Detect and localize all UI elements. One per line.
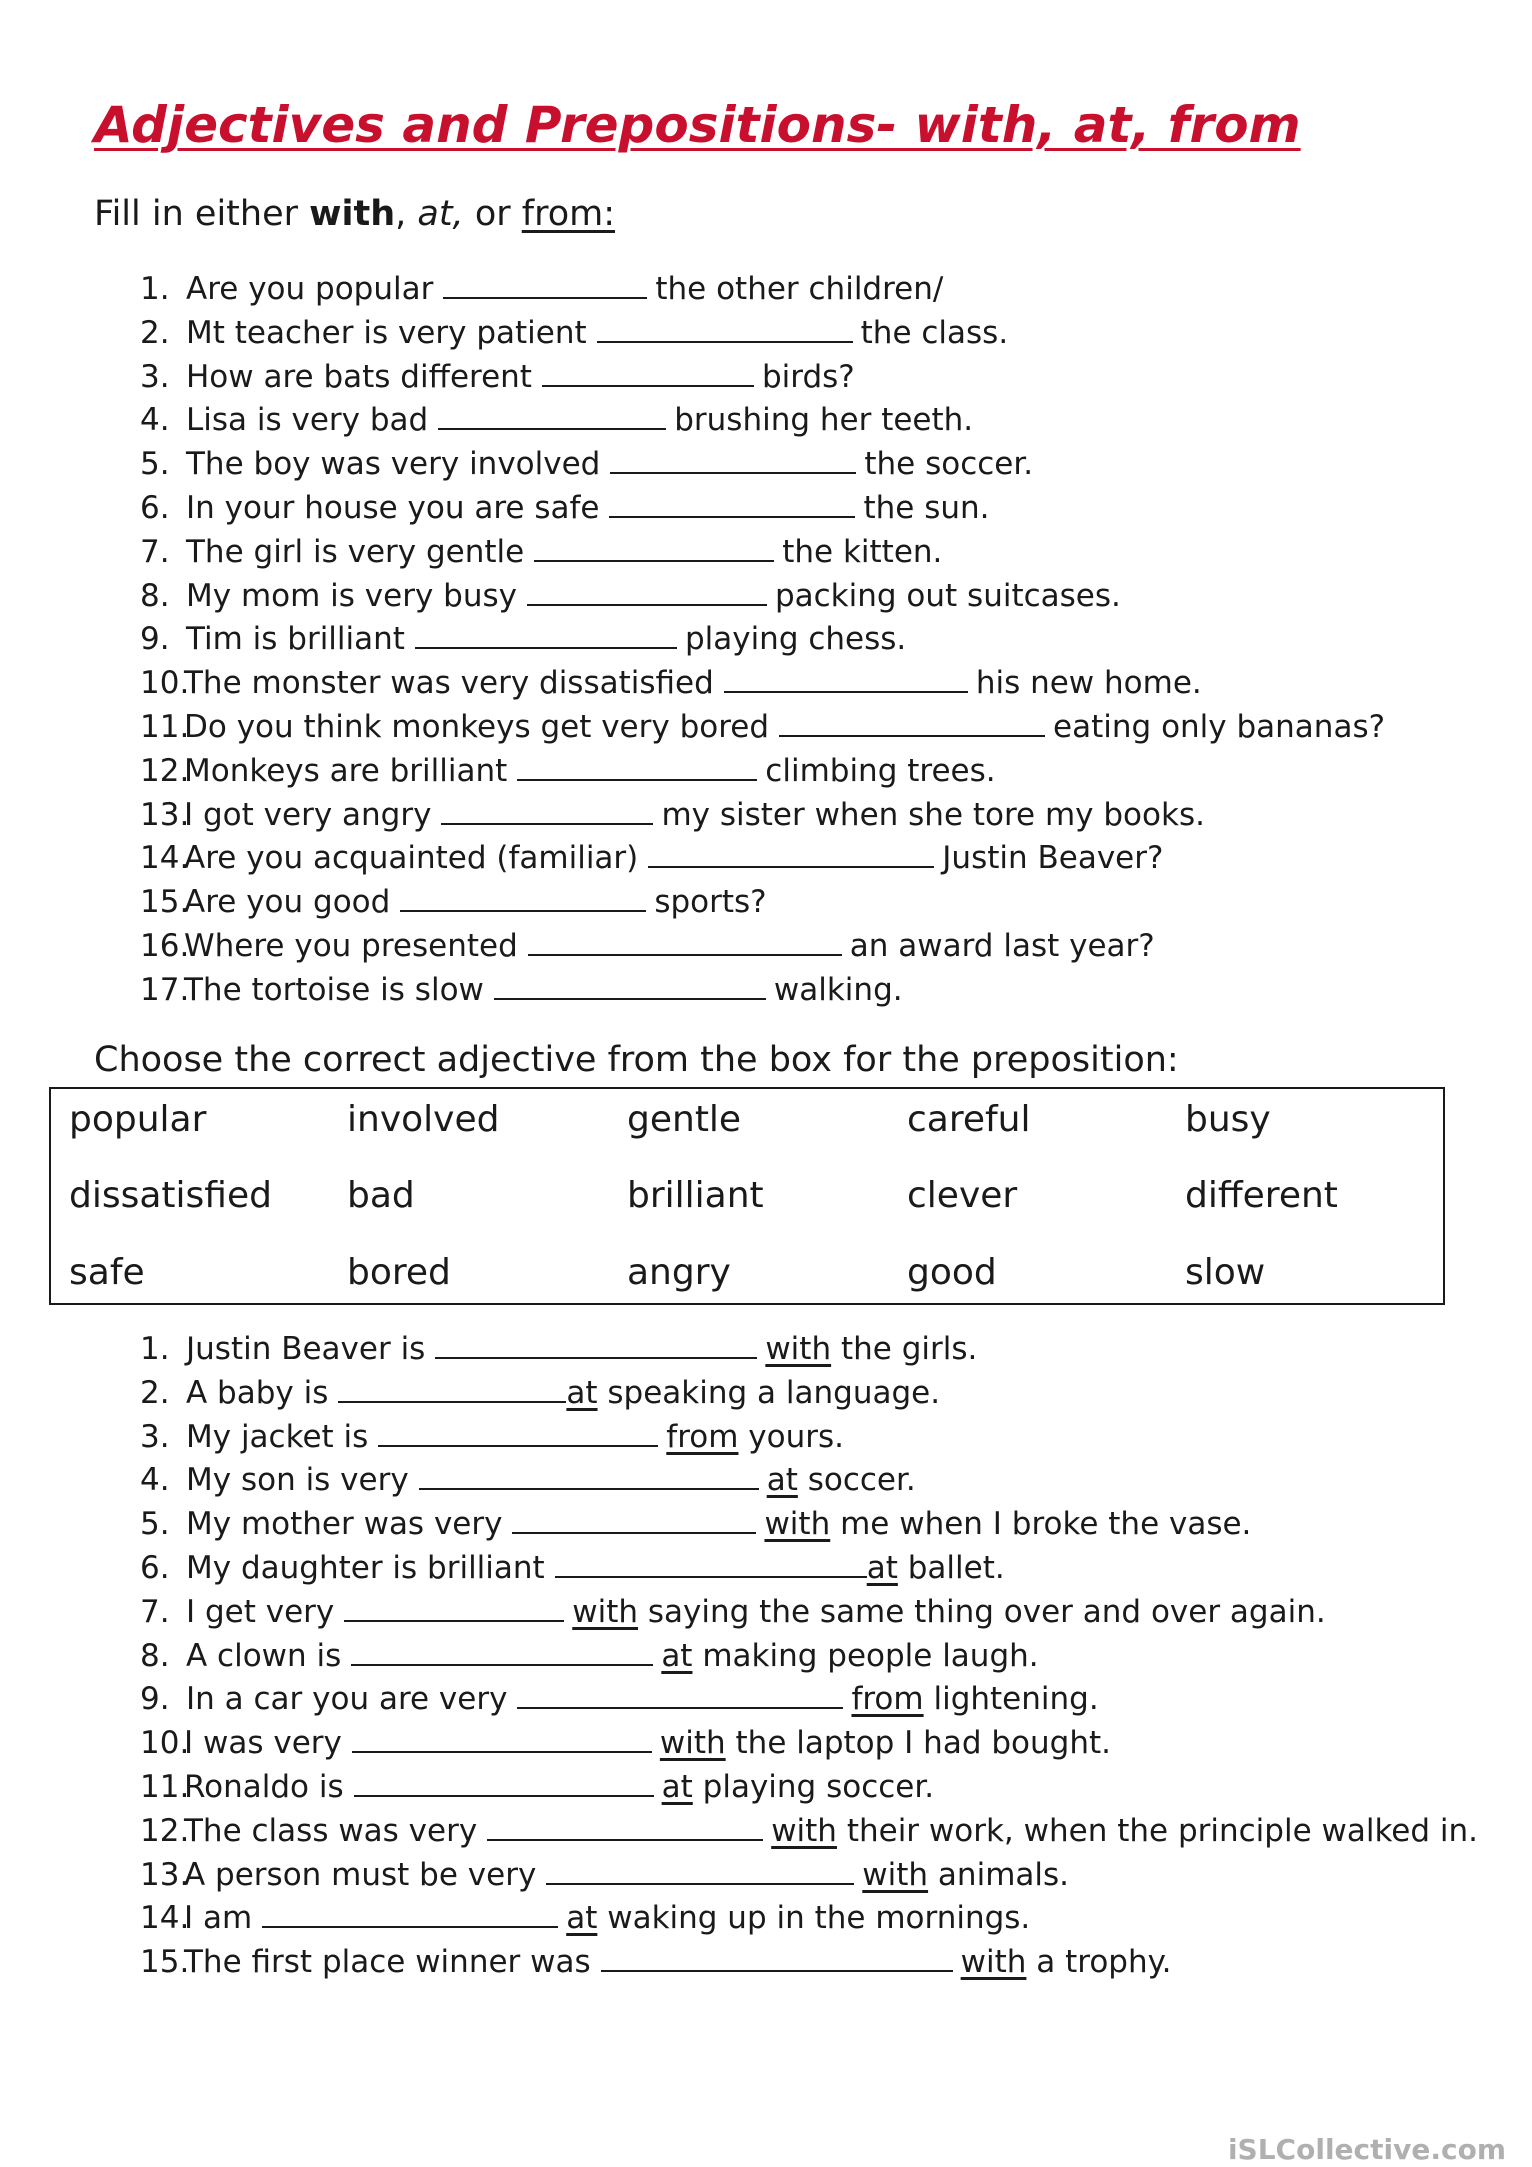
item-text xyxy=(186,487,990,531)
answer-blank[interactable] xyxy=(517,1679,843,1709)
item-before: Lisa is very bad xyxy=(186,402,429,439)
item-text xyxy=(184,969,903,1013)
answer-blank[interactable] xyxy=(542,357,754,387)
answer-blank[interactable] xyxy=(419,1460,759,1490)
answer-blank[interactable] xyxy=(415,619,677,649)
item-after: the sun. xyxy=(863,489,990,526)
answer-blank[interactable] xyxy=(597,313,853,343)
answer-blank[interactable] xyxy=(443,269,647,299)
item-text xyxy=(184,1941,1171,1985)
word-box-item: safe xyxy=(69,1252,145,1293)
item-after: birds? xyxy=(761,358,855,395)
word-box-item: clever xyxy=(907,1175,1018,1216)
item-after: eating only bananas? xyxy=(1053,708,1386,745)
item-preposition: at xyxy=(866,1549,898,1586)
item-text xyxy=(184,750,996,794)
instruction-from: from: xyxy=(521,194,615,234)
answer-blank[interactable] xyxy=(354,1767,654,1797)
item-before: My mother was very xyxy=(186,1506,503,1543)
item-number: 8. xyxy=(140,1637,170,1674)
item-text xyxy=(186,1678,1099,1722)
item-before: The girl is very gentle xyxy=(186,533,525,570)
item-before: Where you presented xyxy=(184,927,518,964)
item-after: an award last year? xyxy=(849,927,1155,964)
instruction-sep: , xyxy=(395,194,418,234)
item-text xyxy=(186,443,1033,487)
word-box-item: different xyxy=(1185,1175,1338,1216)
item-preposition: at xyxy=(566,1900,598,1937)
answer-blank[interactable] xyxy=(487,1811,763,1841)
watermark-footer: iSLCollective.com xyxy=(1227,2133,1506,2166)
item-before: Ronaldo is xyxy=(184,1768,344,1805)
item-before: The first place winner was xyxy=(184,1944,591,1981)
item-number: 9. xyxy=(140,1681,170,1718)
word-box-item: bored xyxy=(347,1252,451,1293)
item-before: Mt teacher is very patient xyxy=(186,314,587,351)
item-text xyxy=(184,794,1205,838)
item-after: yours. xyxy=(738,1418,845,1455)
item-number: 10. xyxy=(140,1725,190,1762)
word-box-item: angry xyxy=(627,1252,731,1293)
item-text xyxy=(184,1722,1111,1766)
item-before: Do you think monkeys get very bored xyxy=(184,708,770,745)
item-before: In your house you are safe xyxy=(186,489,600,526)
item-text xyxy=(184,925,1155,969)
item-preposition: at xyxy=(766,1462,798,1499)
item-after: walking. xyxy=(773,971,903,1008)
item-before: I was very xyxy=(184,1725,342,1762)
item-text xyxy=(184,837,1163,881)
item-preposition: with xyxy=(765,1331,832,1367)
item-after: making people laugh. xyxy=(692,1637,1039,1674)
item-number: 4. xyxy=(140,1462,170,1499)
item-after: their work, when the principle walked in. xyxy=(836,1812,1479,1849)
item-number: 13. xyxy=(140,1856,190,1893)
item-before: Tim is brilliant xyxy=(186,621,405,658)
item-number: 5. xyxy=(140,1506,170,1543)
item-number: 15. xyxy=(140,884,190,921)
answer-blank[interactable] xyxy=(435,1329,757,1359)
answer-blank[interactable] xyxy=(546,1855,854,1885)
item-before: In a car you are very xyxy=(186,1681,508,1718)
item-after: lightening. xyxy=(923,1681,1099,1718)
item-number: 9. xyxy=(140,621,170,658)
word-box-item: brilliant xyxy=(627,1175,764,1216)
item-preposition: from xyxy=(851,1681,924,1718)
answer-blank[interactable] xyxy=(400,882,646,912)
item-before: The tortoise is slow xyxy=(184,971,484,1008)
item-before: The class was very xyxy=(184,1812,478,1849)
instruction-with: with xyxy=(309,194,396,234)
item-preposition: at xyxy=(661,1637,693,1674)
item-before: Are you acquainted (familiar) xyxy=(184,840,639,877)
answer-blank[interactable] xyxy=(338,1373,566,1403)
item-text xyxy=(184,1810,1478,1854)
item-preposition: at xyxy=(661,1768,693,1805)
item-number: 4. xyxy=(140,402,170,439)
word-box-item: dissatisfied xyxy=(69,1175,272,1216)
item-number: 6. xyxy=(140,1549,170,1586)
item-after: Justin Beaver? xyxy=(942,840,1164,877)
item-after: my sister when she tore my books. xyxy=(661,796,1205,833)
answer-blank[interactable] xyxy=(534,532,774,562)
item-text xyxy=(186,1635,1039,1679)
item-after: soccer. xyxy=(797,1462,916,1499)
answer-blank[interactable] xyxy=(517,751,757,781)
item-after: packing out suitcases. xyxy=(774,577,1121,614)
item-number: 13. xyxy=(140,796,190,833)
item-text xyxy=(186,531,942,575)
item-number: 12. xyxy=(140,1812,190,1849)
item-after: the laptop I had bought. xyxy=(725,1725,1111,1762)
answer-blank[interactable] xyxy=(441,795,653,825)
item-text xyxy=(186,1416,844,1460)
item-preposition: with xyxy=(771,1812,837,1849)
item-after: the kitten. xyxy=(782,533,943,570)
answer-blank[interactable] xyxy=(601,1942,953,1972)
item-text xyxy=(186,1547,1005,1591)
answer-blank[interactable] xyxy=(779,707,1045,737)
item-after: animals. xyxy=(928,1856,1070,1893)
section2-instruction: Choose the correct adjective from the box for the preposition: xyxy=(94,1040,1179,1080)
item-before: A person must be very xyxy=(184,1856,537,1893)
instruction-at: at, xyxy=(417,194,464,234)
item-number: 14. xyxy=(140,840,190,877)
item-number: 2. xyxy=(140,314,170,351)
item-text xyxy=(184,1766,934,1810)
answer-blank[interactable] xyxy=(352,1723,652,1753)
instruction-text: Fill in either xyxy=(94,194,310,234)
item-text xyxy=(186,1372,940,1416)
word-box-item: good xyxy=(907,1252,997,1293)
item-preposition: at xyxy=(566,1374,598,1411)
item-before: The monster was very dissatisfied xyxy=(184,665,714,702)
item-number: 1. xyxy=(140,1331,170,1367)
item-number: 3. xyxy=(140,358,170,395)
item-before: Are you good xyxy=(184,884,391,921)
answer-blank[interactable] xyxy=(527,576,767,606)
item-text xyxy=(186,618,906,662)
item-text xyxy=(184,881,767,925)
instruction-or: or xyxy=(463,194,522,234)
item-before: My jacket is xyxy=(186,1418,369,1455)
item-preposition: with xyxy=(572,1593,639,1630)
answer-blank[interactable] xyxy=(648,838,934,868)
word-box-item: careful xyxy=(907,1099,1031,1140)
answer-blank[interactable] xyxy=(609,488,855,518)
item-before: My son is very xyxy=(186,1462,409,1499)
item-preposition: with xyxy=(659,1725,726,1762)
worksheet-title: Adjectives and Prepositions- with, at, from xyxy=(94,96,1301,154)
item-before: How are bats different xyxy=(186,358,532,395)
answer-blank[interactable] xyxy=(610,444,856,474)
item-after: climbing trees. xyxy=(765,752,996,789)
item-after: the class. xyxy=(860,314,1009,351)
answer-blank[interactable] xyxy=(378,1417,658,1447)
answer-blank[interactable] xyxy=(555,1548,867,1578)
word-box-item: bad xyxy=(347,1175,415,1216)
item-before: A clown is xyxy=(186,1637,342,1674)
item-after: his new home. xyxy=(975,665,1202,702)
answer-blank[interactable] xyxy=(438,400,666,430)
item-after: ballet. xyxy=(897,1549,1005,1586)
item-text xyxy=(186,1459,916,1503)
item-number: 12. xyxy=(140,752,190,789)
item-after: the girls. xyxy=(831,1331,978,1367)
answer-blank[interactable] xyxy=(344,1592,564,1622)
item-after: a trophy. xyxy=(1026,1944,1172,1981)
item-number: 10. xyxy=(140,665,190,702)
item-number: 14. xyxy=(140,1900,190,1937)
item-number: 3. xyxy=(140,1418,170,1455)
item-preposition: with xyxy=(960,1944,1027,1981)
word-box-item: involved xyxy=(347,1099,500,1140)
item-before: I got very angry xyxy=(184,796,432,833)
item-text xyxy=(186,312,1008,356)
item-before: My mom is very busy xyxy=(186,577,517,614)
item-number: 7. xyxy=(140,1593,170,1630)
answer-blank[interactable] xyxy=(512,1504,756,1534)
item-text xyxy=(186,399,973,443)
answer-blank[interactable] xyxy=(528,926,842,956)
item-after: sports? xyxy=(654,884,767,921)
word-box-item: gentle xyxy=(627,1099,742,1140)
item-after: the soccer. xyxy=(864,446,1034,483)
answer-blank[interactable] xyxy=(724,663,968,693)
item-number: 1. xyxy=(140,271,170,307)
item-number: 8. xyxy=(140,577,170,614)
word-box-item: popular xyxy=(69,1099,207,1140)
item-number: 5. xyxy=(140,446,170,483)
item-number: 17. xyxy=(140,971,190,1008)
item-number: 15. xyxy=(140,1944,190,1981)
section1-instruction xyxy=(94,194,615,234)
item-after: playing soccer. xyxy=(692,1768,935,1805)
item-after: speaking a language. xyxy=(597,1374,941,1411)
item-number: 16. xyxy=(140,927,190,964)
item-after: the other children/ xyxy=(655,271,944,307)
item-preposition: with xyxy=(764,1506,831,1543)
item-number: 6. xyxy=(140,489,170,526)
item-before: I am xyxy=(184,1900,253,1937)
item-preposition: with xyxy=(862,1856,929,1893)
item-before: My daughter is brilliant xyxy=(186,1549,545,1586)
item-text xyxy=(186,1591,1326,1635)
item-before: The boy was very involved xyxy=(186,446,601,483)
item-after: brushing her teeth. xyxy=(674,402,974,439)
item-text xyxy=(186,575,1121,619)
item-text xyxy=(184,1897,1030,1941)
item-after: saying the same thing over and over again. xyxy=(638,1593,1326,1630)
answer-blank[interactable] xyxy=(494,970,766,1000)
item-text xyxy=(184,706,1385,750)
item-after: waking up in the mornings. xyxy=(597,1900,1031,1937)
item-before: I get very xyxy=(186,1593,335,1630)
item-before: Monkeys are brilliant xyxy=(184,752,508,789)
word-box-item: slow xyxy=(1185,1252,1266,1293)
item-preposition: from xyxy=(666,1418,739,1455)
item-before: A baby is xyxy=(186,1374,329,1411)
word-box-item: busy xyxy=(1185,1099,1271,1140)
item-text xyxy=(186,1328,977,1372)
item-text xyxy=(186,356,855,400)
item-text xyxy=(186,1503,1251,1547)
item-text xyxy=(184,1854,1069,1898)
item-after: playing chess. xyxy=(684,621,907,658)
answer-blank[interactable] xyxy=(351,1636,653,1666)
item-number: 2. xyxy=(140,1374,170,1411)
item-number: 11. xyxy=(140,708,190,745)
item-number: 11. xyxy=(140,1768,190,1805)
adjective-word-box xyxy=(49,1087,1445,1305)
item-text xyxy=(184,662,1202,706)
item-text xyxy=(186,268,943,312)
item-before: Are you popular xyxy=(186,271,434,307)
item-before: Justin Beaver is xyxy=(186,1331,426,1367)
answer-blank[interactable] xyxy=(262,1898,558,1928)
item-after: me when I broke the vase. xyxy=(830,1506,1252,1543)
item-number: 7. xyxy=(140,533,170,570)
